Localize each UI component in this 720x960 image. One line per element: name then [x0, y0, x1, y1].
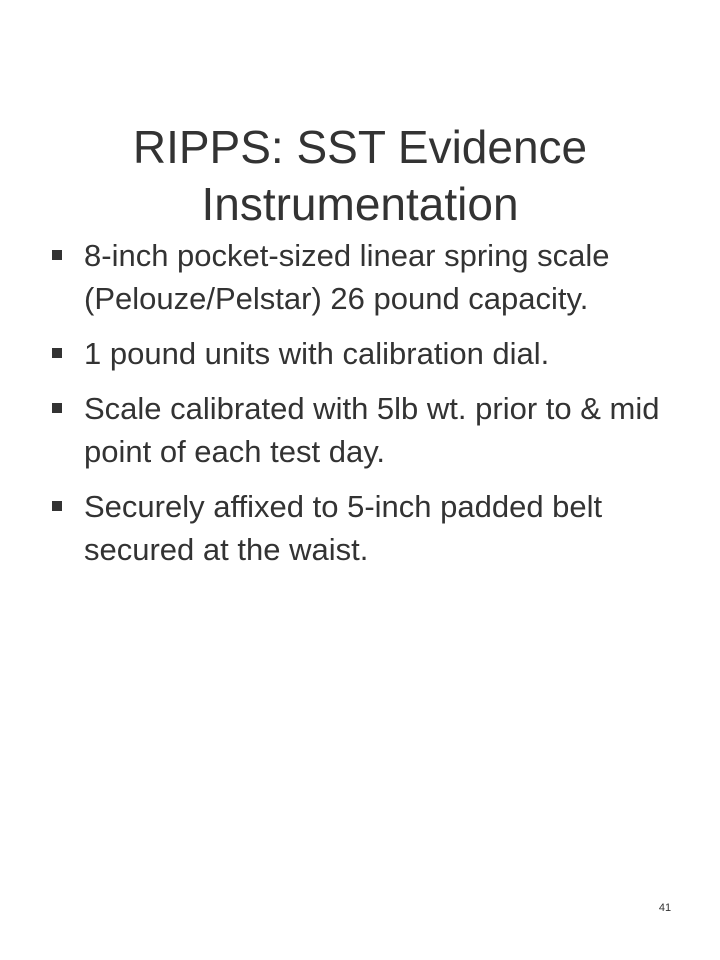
title-line-2: Instrumentation [201, 177, 519, 230]
bullet-text: Scale calibrated with 5lb wt. prior to & mid point of each test day. [84, 391, 660, 469]
square-bullet-icon [52, 348, 62, 358]
bullet-item [40, 332, 680, 375]
bullet-text: 1 pound units with calibration dial. [84, 336, 550, 371]
bullet-item [40, 387, 680, 473]
square-bullet-icon [52, 501, 62, 511]
slide-title [40, 119, 680, 233]
title-line-1: RIPPS: SST Evidence [132, 120, 588, 173]
bullet-item [40, 485, 680, 571]
bullet-text: Securely affixed to 5-inch padded belt secured at the waist. [84, 489, 603, 567]
bullet-list [40, 234, 680, 583]
square-bullet-icon [52, 250, 62, 260]
page-number: 41 [658, 902, 672, 914]
bullet-text: 8-inch pocket-sized linear spring scale (Pelouze/Pelstar) 26 pound capacity. [84, 238, 610, 316]
bullet-item [40, 234, 680, 320]
square-bullet-icon [52, 403, 62, 413]
